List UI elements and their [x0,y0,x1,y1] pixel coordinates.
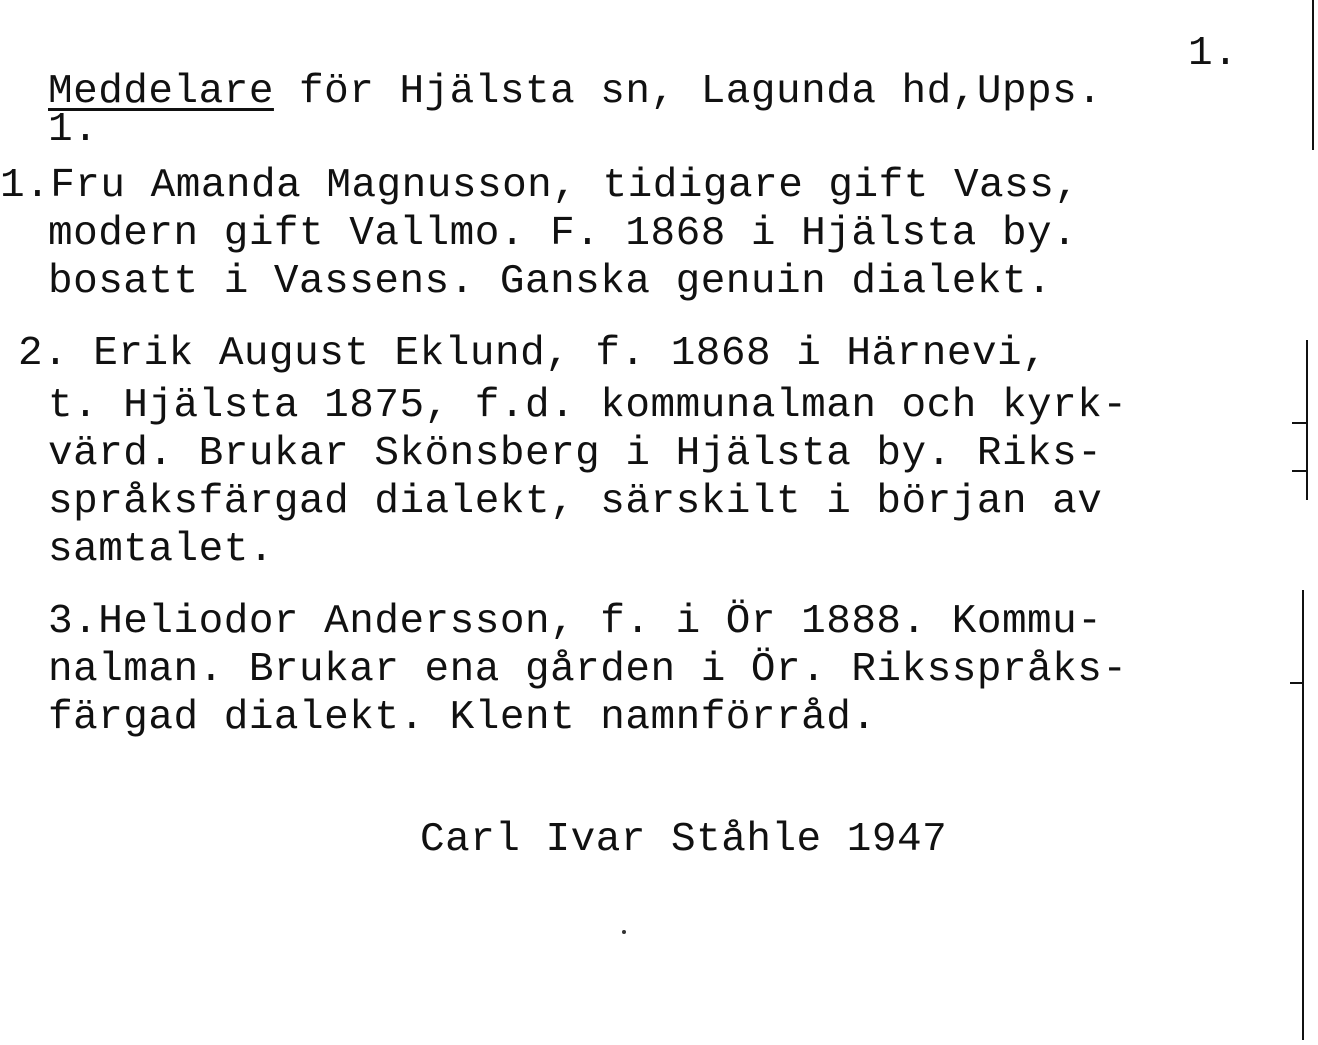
entry-3-line-3: färgad dialekt. Klent namnförråd. [48,695,877,741]
entry-3-line-2: nalman. Brukar ena gården i Ör. Riksspråks- [48,647,1128,693]
entry-2-line-3: värd. Brukar Skönsberg i Hjälsta by. Riks- [48,431,1103,477]
signature: Carl Ivar Ståhle 1947 [420,817,948,863]
hyphen-tick-1 [1292,422,1306,424]
entry-3-line-1: 3.Heliodor Andersson, f. i Ör 1888. Kommu- [48,599,1103,645]
entry-1-line-2: modern gift Vallmo. F. 1868 i Hjälsta by. [48,211,1078,257]
right-edge-mark-top [1312,0,1314,150]
header-location: för Hjälsta sn, Lagunda hd,Upps. [273,69,1103,115]
entry-2-line-5: samtalet. [48,527,274,573]
right-edge-mark-bottom [1302,590,1304,1040]
header-line [48,68,1102,116]
hyphen-tick-3 [1290,682,1304,684]
card-number: 1. [1188,31,1239,77]
subheader: 1. [48,107,99,153]
entry-1-line-1: 1.Fru Amanda Magnusson, tidigare gift Vass, [0,163,1080,209]
right-edge-mark-middle [1306,340,1308,500]
hyphen-tick-2 [1292,470,1306,472]
informant-label: Meddelare [48,69,274,115]
entry-2-line-1: 2. Erik August Eklund, f. 1868 i Härnevi, [18,331,1048,377]
entry-2-line-4: språksfärgad dialekt, särskilt i början av [48,479,1103,525]
speck-mark [622,930,626,934]
entry-1-line-3: bosatt i Vassens. Ganska genuin dialekt. [48,259,1053,305]
entry-2-line-2: t. Hjälsta 1875, f.d. kommunalman och kyrk- [48,383,1128,429]
